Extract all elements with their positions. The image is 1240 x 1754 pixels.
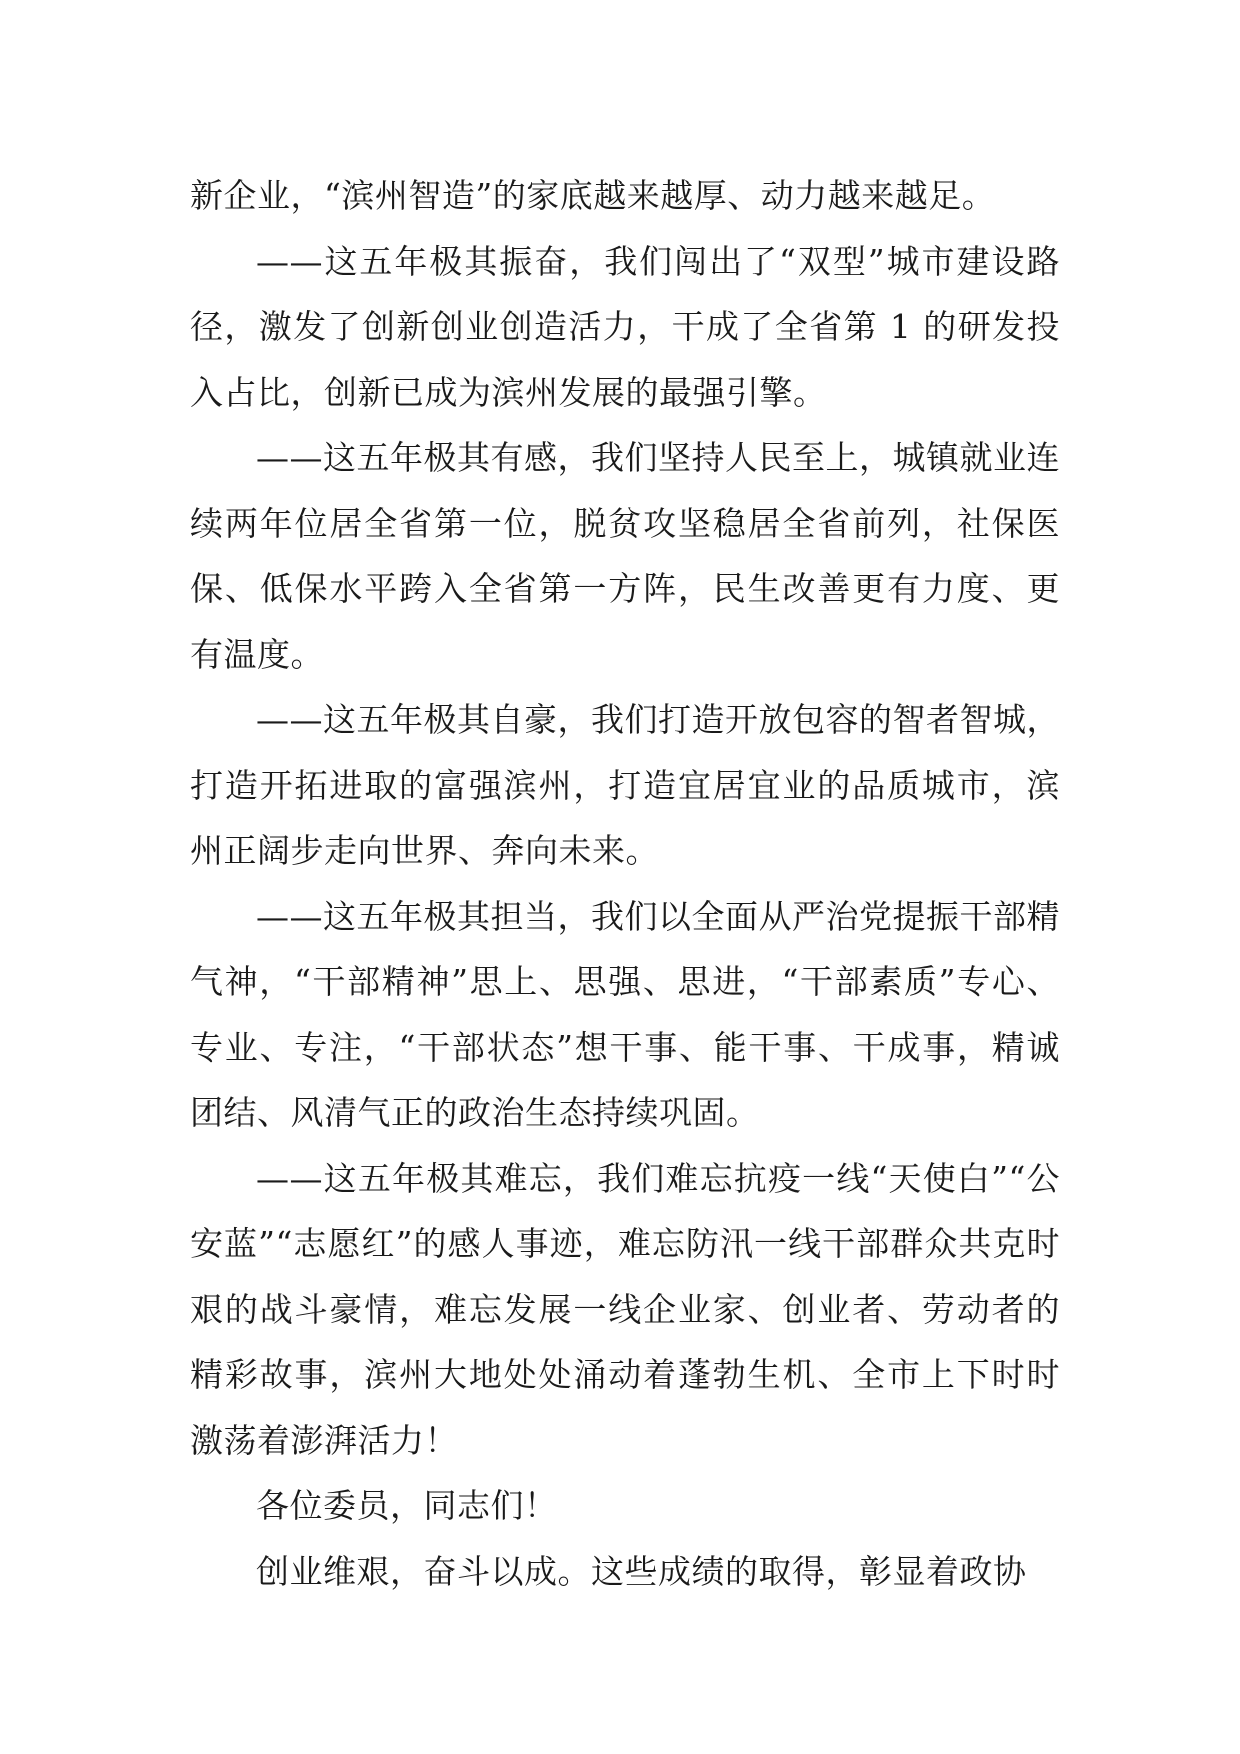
document-body — [190, 163, 1060, 1604]
paragraph: 新企业，“滨州智造”的家底越来越厚、动力越来越足。 — [190, 176, 996, 215]
paragraph: ——这五年极其自豪，我们打造开放包容的智者智城，打造开拓进取的富强滨州，打造宜居宜业的品质城市，滨州正阔步走向世界、奔向未来。 — [190, 700, 1060, 870]
paragraph: 创业维艰，奋斗以成。这些成绩的取得，彰显着政协 — [256, 1551, 1027, 1591]
paragraph: ——这五年极其有感，我们坚持人民至上，城镇就业连续两年位居全省第一位，脱贫攻坚稳居全省前列，社保医保、低保水平跨入全省第一方阵，民生改善更有力度、更有温度。 — [190, 438, 1060, 674]
paragraph: ——这五年极其振奋，我们闯出了“双型”城市建设路径，激发了创新创业创造活力，干成了全省第 1 的研发投入占比，创新已成为滨州发展的最强引擎。 — [190, 241, 1060, 412]
paragraph: ——这五年极其难忘，我们难忘抗疫一线“天使白”“公安蓝”“志愿红”的感人事迹，难忘防汛一线干部群众共克时艰的战斗豪情，难忘发展一线企业家、创业者、劳动者的精彩故事，滨州大地处处涌动着蓬勃生机、全市上下时时激荡着澎湃活力！ — [190, 1158, 1060, 1460]
paragraph: 各位委员，同志们！ — [256, 1486, 558, 1525]
paragraph: ——这五年极其担当，我们以全面从严治党提振干部精气神，“干部精神”思上、思强、思进，“干部素质”专心、专业、专注，“干部状态”想干事、能干事、干成事，精诚团结、风清气正的政治生态持续巩固。 — [190, 896, 1060, 1132]
